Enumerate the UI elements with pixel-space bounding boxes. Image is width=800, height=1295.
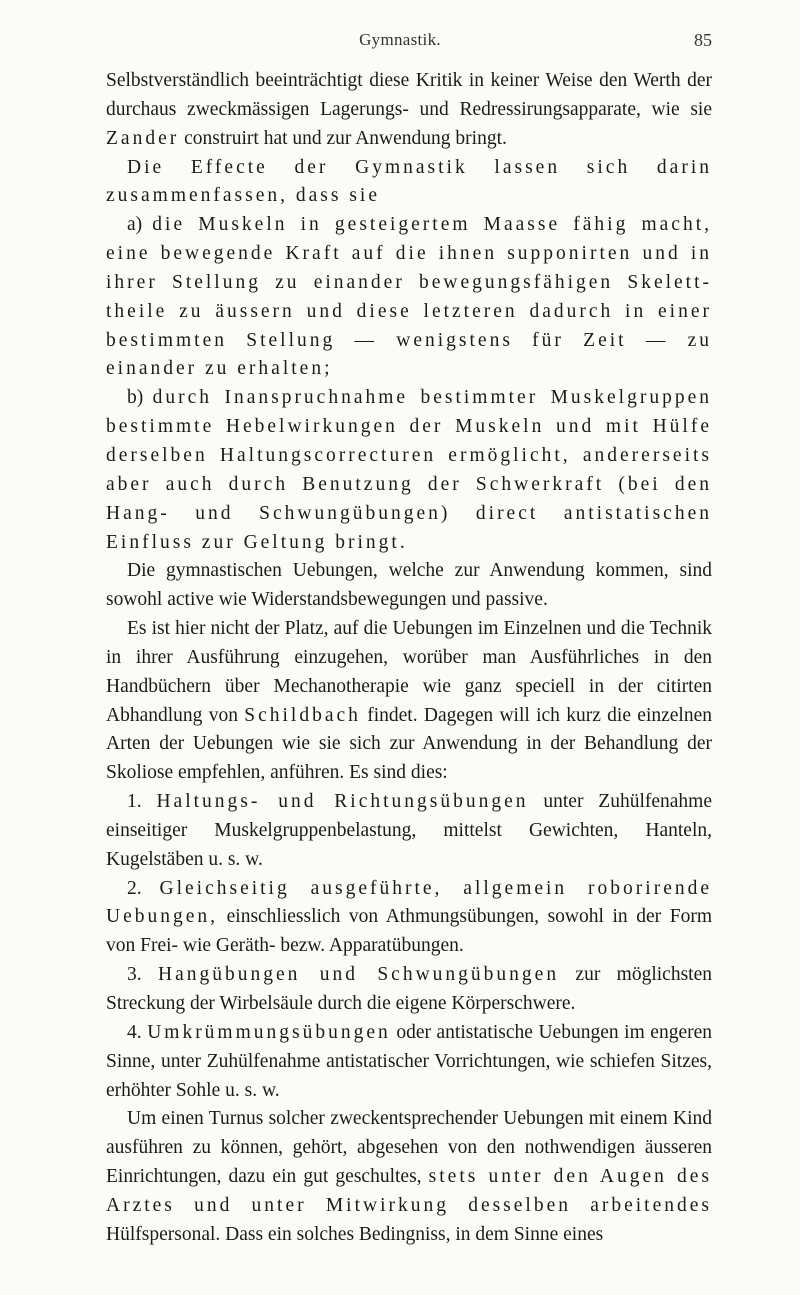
spaced-emphasis-text: Umkrümmungsübungen bbox=[147, 1021, 391, 1043]
paragraph-text: einschliesslich von Athmungsübungen, sowohl in der Form von Frei- wie Geräth- bezw. Apparatübungen. bbox=[106, 906, 712, 957]
paragraph-text: b) bbox=[127, 387, 153, 409]
paragraph bbox=[106, 211, 712, 384]
page-number: 85 bbox=[694, 30, 712, 50]
paragraph-text: oder antistatische Uebungen im engeren Sinne, unter Zuhülfenahme antistatischer Vorrichtungen, wie schiefen Sitzes, erhöhter Sohle u. s. w. bbox=[106, 1021, 712, 1101]
paragraph-text: 4. bbox=[127, 1021, 148, 1043]
paragraph bbox=[106, 1105, 712, 1249]
paragraph-text: Es ist hier nicht der Platz, auf die Uebungen im Einzelnen und die Technik in ihrer Ausführung einzugehen, worüber man Ausführliches in den Handbüchern über Mechanotherapie wie ganz speciell in der citirten Abhandlung von bbox=[106, 618, 712, 726]
paragraph bbox=[106, 557, 712, 615]
paragraph bbox=[106, 875, 712, 962]
paragraph-text: zur möglichsten Streckung der Wirbelsäule durch die eigene Körperschwere. bbox=[106, 964, 713, 1014]
paragraph-text: 1. bbox=[127, 791, 157, 813]
paragraph bbox=[106, 1019, 712, 1106]
paragraph bbox=[106, 154, 712, 212]
spaced-emphasis-text: durch Inanspruchnahme bestimmter Muskelgruppen bestimmte Hebelwirkungen der Muskeln und mit Hülfe derselben Haltungscorrecturen ermöglicht, andererseits aber auch durch Benutzung der Schwerkraft (bei den Hang- und Schwungübungen) direct antistatischen Einfluss zur Geltung bringt. bbox=[106, 387, 712, 553]
paragraph bbox=[106, 384, 712, 557]
paragraph bbox=[106, 788, 712, 875]
paragraph-text: a) bbox=[127, 214, 153, 236]
paragraph-text: 2. bbox=[127, 877, 160, 899]
spaced-emphasis-text: Zander bbox=[106, 127, 180, 149]
page-header bbox=[0, 30, 800, 60]
paragraph-text: findet. Dagegen will ich kurz die einzelnen Arten der Uebungen wie sie sich zur Anwendung in der Behandlung der Skoliose empfehlen, anführen. Es sind dies: bbox=[106, 704, 713, 784]
paragraph-text: Hülfspersonal. Dass ein solches Bedingniss, in dem Sinne eines bbox=[106, 1223, 604, 1245]
paragraph-text: unter Zuhülfenahme einseitiger Muskelgruppenbelastung, mittelst Gewichten, Hanteln, Kugelstäben u. s. w. bbox=[106, 791, 712, 870]
spaced-emphasis-text: stets unter den Augen des Arztes und unter Mitwirkung desselben arbeitendes bbox=[106, 1166, 713, 1216]
paragraph-text: 3. bbox=[127, 964, 158, 986]
spaced-emphasis-text: die Muskeln in gesteigertem Maasse fähig macht, eine bewegende Kraft auf die ihnen supponirten und in ihrer Stellung zu einander bewegungsfähigen Skelett-theile zu äussern und diese letzteren dadurch in einer bestimmten Stellung — wenigstens für Zeit — zu einander zu erhalten; bbox=[106, 214, 712, 380]
running-title: Gymnastik. bbox=[359, 30, 441, 49]
spaced-emphasis-text: Hangübungen und Schwungübungen bbox=[157, 964, 560, 986]
paragraph bbox=[106, 67, 712, 154]
body-text bbox=[106, 67, 712, 1250]
paragraph-text: Um einen Turnus solcher zweckentsprechender Uebungen mit einem Kind ausführen zu können, gehört, abgesehen von den nothwendigen äusseren Einrichtungen, dazu ein gut geschultes, bbox=[106, 1108, 712, 1188]
spaced-emphasis-text: Die Effecte der Gymnastik lassen sich darin zusammenfassen, dass sie bbox=[106, 156, 712, 207]
spaced-emphasis-text: Gleichseitig ausgeführte, allgemein roborirende Uebungen, bbox=[106, 877, 713, 928]
spaced-emphasis-text: Schildbach bbox=[244, 704, 361, 726]
paragraph bbox=[106, 615, 712, 788]
paragraph-text: Die gymnastischen Uebungen, welche zur Anwendung kommen, sind sowohl active wie Widerstandsbewegungen und passive. bbox=[106, 560, 712, 611]
paragraph-text: construirt hat und zur Anwendung bringt. bbox=[179, 127, 507, 149]
paragraph-text: Selbstverständlich beeinträchtigt diese Kritik in keiner Weise den Werth der durchaus zweckmässigen Lagerungs- und Redressirungsapparate, wie sie bbox=[106, 70, 712, 120]
paragraph bbox=[106, 961, 712, 1019]
spaced-emphasis-text: Haltungs- und Richtungsübungen bbox=[156, 791, 529, 813]
